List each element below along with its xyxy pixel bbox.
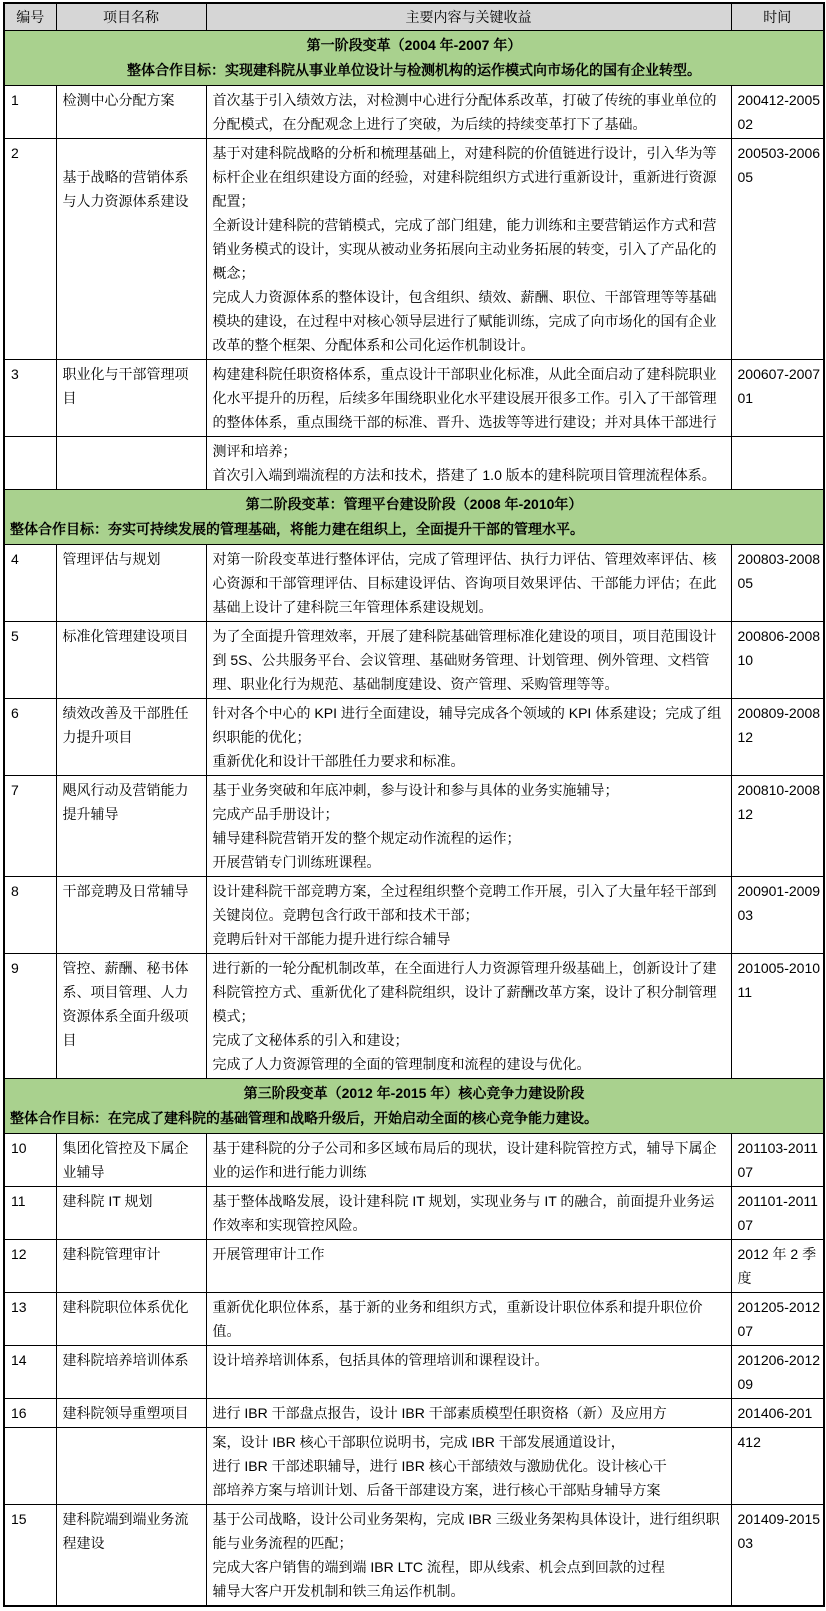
project-name-text: 职业化与干部管理项目: [62, 366, 189, 406]
cell-id: 8: [4, 877, 56, 954]
cell-project-name: [56, 1505, 206, 1607]
content-paragraph: 为了全面提升管理效率，开展了建科院基础管理标准化建设的项目，项目范围设计到 5S、公共服务平台、会议管理、基础财务管理、计划管理、例外管理、文档管理、职业化行为规范、基础制度建设、资产管理、采购管理等等。: [212, 628, 717, 692]
cell-project-name: [56, 545, 206, 622]
cell-project-name: [56, 1134, 206, 1187]
cell-content: [206, 360, 731, 437]
project-name-text: 建科院培养培训体系: [62, 1352, 189, 1368]
section-goal: 整体合作目标：夯实可持续发展的管理基础，将能力建在组织上，全面提升干部的管理水平。: [10, 521, 584, 537]
content-paragraph: 基于对建科院战略的分析和梳理基础上，对建科院的价值链进行设计，引入华为等标杆企业在组织建设方面的经验，对建科院组织方式进行重新设计，重新进行资源配置；: [212, 145, 717, 209]
table-row: [4, 1346, 824, 1399]
cell-project-name: [56, 622, 206, 699]
project-name-text: 干部竞聘及日常辅导: [62, 883, 189, 899]
content-paragraph: 开展营销专门训练班课程。: [212, 854, 381, 870]
content-paragraph: 重新优化和设计干部胜任力要求和标准。: [212, 753, 465, 769]
column-header-id: 编号: [4, 3, 56, 31]
cell-id: 6: [4, 699, 56, 776]
cell-id: 12: [4, 1240, 56, 1293]
content-paragraph: 首次引入端到端流程的方法和技术，搭建了 1.0 版本的建科院项目管理流程体系。: [212, 467, 716, 483]
table-row: [4, 699, 824, 776]
cell-content: [206, 1399, 731, 1428]
cell-project-name: [56, 437, 206, 490]
blank-line: [63, 141, 200, 165]
content-paragraph: 基于建科院的分子公司和多区域布局后的现状，设计建科院管控方式，辅导下属企业的运作和进行能力训练: [212, 1140, 717, 1180]
section-header-row: [4, 1079, 824, 1134]
table-row: [4, 360, 824, 437]
section-header-row: [4, 490, 824, 545]
content-paragraph: 进行新的一轮分配机制改革，在全面进行人力资源管理升级基础上，创新设计了建科院管控方式、重新优化了建科院组织，设计了薪酬改革方案，设计了积分制管理模式；: [212, 960, 717, 1024]
project-history-table: [3, 2, 825, 1607]
cell-project-name: [56, 1240, 206, 1293]
cell-content: [206, 622, 731, 699]
cell-content: [206, 1293, 731, 1346]
table-row: [4, 1505, 824, 1607]
cell-id: 2: [4, 139, 56, 360]
content-paragraph: 测评和培养；: [212, 443, 297, 459]
project-name-text: 建科院领导重塑项目: [62, 1405, 189, 1421]
cell-id: 5: [4, 622, 56, 699]
cell-id: 9: [4, 954, 56, 1079]
content-paragraph: 进行 IBR 干部盘点报告，设计 IBR 干部素质模型任职资格（新）及应用方: [212, 1405, 667, 1421]
project-name-text: 建科院职位体系优化: [62, 1299, 189, 1315]
project-name-text: 绩效改善及干部胜任力提升项目: [62, 705, 189, 745]
table-row: [4, 954, 824, 1079]
cell-content: [206, 877, 731, 954]
cell-id: 13: [4, 1293, 56, 1346]
cell-content: [206, 1505, 731, 1607]
column-header-project-name: 项目名称: [56, 3, 206, 31]
project-name-text: 建科院 IT 规划: [62, 1193, 153, 1209]
cell-id: 1: [4, 86, 56, 139]
cell-content: [206, 776, 731, 877]
cell-id: 3: [4, 360, 56, 437]
table-header-row: [4, 3, 824, 31]
cell-id: 15: [4, 1505, 56, 1607]
cell-time: 200809-200812: [731, 699, 824, 776]
section-header-cell: [4, 490, 824, 545]
cell-content: [206, 699, 731, 776]
content-paragraph: 完成了人力资源管理的全面的管理制度和流程的建设与优化。: [212, 1056, 591, 1072]
table-row: [4, 1134, 824, 1187]
cell-project-name: [56, 1346, 206, 1399]
section-header-row: [4, 31, 824, 86]
cell-project-name: [56, 139, 206, 360]
cell-project-name: [56, 360, 206, 437]
table-row: [4, 622, 824, 699]
section-header-cell: [4, 31, 824, 86]
cell-id: 11: [4, 1187, 56, 1240]
table-row: [4, 437, 824, 490]
project-name-text: 集团化管控及下属企业辅导: [62, 1140, 189, 1180]
table-row: [4, 1399, 824, 1428]
content-paragraph: 竞聘后针对干部能力提升进行综合辅导: [212, 931, 451, 947]
cell-time: 2012 年 2 季度: [731, 1240, 824, 1293]
cell-content: [206, 1240, 731, 1293]
project-name-text: 管理评估与规划: [62, 551, 161, 567]
cell-project-name: [56, 776, 206, 877]
table-row: [4, 877, 824, 954]
content-paragraph: 全新设计建科院的营销模式，完成了部门组建，能力训练和主要营销运作方式和营销业务模式的设计，实现从被动业务拓展向主动业务拓展的转变，引入了产品化的概念；: [212, 217, 717, 281]
content-paragraph: 构建建科院任职资格体系，重点设计干部职业化标准，从此全面启动了建科院职业化水平提升的历程，后续多年围绕职业化水平建设展开很多工作。引入了干部管理的整体体系，重点围绕干部的标准、晋升、选拔等等进行建设；并对具体干部进行: [212, 366, 717, 430]
content-paragraph: 辅导建科院营销开发的整个规定动作流程的运作；: [212, 830, 521, 846]
cell-time: 201205-201207: [731, 1293, 824, 1346]
project-name-text: 建科院管理审计: [62, 1246, 161, 1262]
cell-time: 201406-201: [731, 1399, 824, 1428]
cell-time: 201206-201209: [731, 1346, 824, 1399]
content-paragraph: 针对各个中心的 KPI 进行全面建设，辅导完成各个领域的 KPI 体系建设；完成了组织职能的优化；: [212, 705, 722, 745]
section-title: 第一阶段变革（2004 年-2007 年）: [306, 37, 522, 53]
cell-project-name: [56, 699, 206, 776]
project-name-text: 建科院端到端业务流程建设: [62, 1511, 189, 1551]
cell-content: [206, 1134, 731, 1187]
table-row: [4, 1428, 824, 1505]
section-goal: 整体合作目标：在完成了建科院的基础管理和战略升级后，开始启动全面的核心竞争能力建设。: [10, 1110, 598, 1126]
cell-time: 201103-201107: [731, 1134, 824, 1187]
table-row: [4, 1293, 824, 1346]
content-paragraph: 完成人力资源体系的整体设计，包含组织、绩效、薪酬、职位、干部管理等等基础模块的建设，在过程中对核心领导层进行了赋能训练，完成了向市场化的国有企业改革的整个框架、分配体系和公司化运作机制设计。: [212, 289, 717, 353]
content-paragraph: 进行 IBR 干部述职辅导，进行 IBR 核心干部绩效与激励优化。设计核心干: [212, 1458, 667, 1474]
content-paragraph: 开展管理审计工作: [212, 1246, 325, 1262]
cell-id: 7: [4, 776, 56, 877]
content-paragraph: 对第一阶段变革进行整体评估，完成了管理评估、执行力评估、管理效率评估、核心资源和干部管理评估、目标建设评估、咨询项目效果评估、干部能力评估；在此基础上设计了建科院三年管理体系建设规划。: [212, 551, 717, 615]
cell-time: 200806-200810: [731, 622, 824, 699]
cell-time: 412: [731, 1428, 824, 1505]
cell-content: [206, 954, 731, 1079]
table-body: [4, 31, 824, 1607]
cell-id: [4, 1428, 56, 1505]
content-paragraph: 完成产品手册设计；: [212, 806, 339, 822]
cell-content: [206, 1428, 731, 1505]
section-goal: 整体合作目标：实现建科院从事业单位设计与检测机构的运作模式向市场化的国有企业转型。: [127, 62, 701, 78]
table-row: [4, 139, 824, 360]
cell-content: [206, 437, 731, 490]
cell-time: 201409-201503: [731, 1505, 824, 1607]
project-name-text: 基于战略的营销体系与人力资源体系建设: [62, 169, 189, 209]
cell-time: 200901-200903: [731, 877, 824, 954]
column-header-content: 主要内容与关键收益: [206, 3, 731, 31]
cell-content: [206, 86, 731, 139]
content-paragraph: 设计建科院干部竞聘方案，全过程组织整个竞聘工作开展，引入了大量年轻干部到关键岗位。竞聘包含行政干部和技术干部；: [212, 883, 717, 923]
content-paragraph: 部培养方案与培训计划、后备干部建设方案，进行核心干部贴身辅导方案: [212, 1482, 661, 1498]
cell-time: 200810-200812: [731, 776, 824, 877]
cell-id: 14: [4, 1346, 56, 1399]
cell-content: [206, 1187, 731, 1240]
content-paragraph: 辅导大客户开发机制和铁三角运作机制。: [212, 1583, 465, 1599]
cell-project-name: [56, 1428, 206, 1505]
cell-project-name: [56, 877, 206, 954]
content-paragraph: 基于整体战略发展，设计建科院 IT 规划，实现业务与 IT 的融合，前面提升业务运作效率和实现管控风险。: [212, 1193, 715, 1233]
content-paragraph: 基于公司战略，设计公司业务架构，完成 IBR 三级业务架构具体设计，进行组织职能与业务流程的匹配；: [212, 1511, 720, 1551]
content-paragraph: 首次基于引入绩效方法，对检测中心进行分配体系改革，打破了传统的事业单位的分配模式，在分配观念上进行了突破，为后续的持续变革打下了基础。: [212, 92, 717, 132]
cell-id: 16: [4, 1399, 56, 1428]
table-row: [4, 86, 824, 139]
project-name-text: 飓风行动及营销能力提升辅导: [62, 782, 189, 822]
cell-time: 201005-201011: [731, 954, 824, 1079]
cell-content: [206, 139, 731, 360]
cell-project-name: [56, 1187, 206, 1240]
cell-id: 4: [4, 545, 56, 622]
column-header-time: 时间: [731, 3, 824, 31]
section-title: 第三阶段变革（2012 年-2015 年）核心竞争力建设阶段: [243, 1085, 585, 1101]
content-paragraph: 重新优化职位体系，基于新的业务和组织方式，重新设计职位体系和提升职位价值。: [212, 1299, 703, 1339]
cell-id: 10: [4, 1134, 56, 1187]
project-name-text: 检测中心分配方案: [62, 92, 175, 108]
project-name-text: 管控、薪酬、秘书体系、项目管理、人力资源体系全面升级项目: [62, 960, 189, 1048]
section-header-cell: [4, 1079, 824, 1134]
cell-time: 200412-200502: [731, 86, 824, 139]
cell-time: 200803-200805: [731, 545, 824, 622]
content-paragraph: 完成了文秘体系的引入和建设；: [212, 1032, 409, 1048]
content-paragraph: 案，设计 IBR 核心干部职位说明书，完成 IBR 干部发展通道设计，: [212, 1434, 625, 1450]
table-row: [4, 545, 824, 622]
cell-time: 201101-201107: [731, 1187, 824, 1240]
content-paragraph: 设计培养培训体系，包括具体的管理培训和课程设计。: [212, 1352, 549, 1368]
cell-time: [731, 437, 824, 490]
cell-time: 200607-200701: [731, 360, 824, 437]
project-name-text: 标准化管理建设项目: [62, 628, 189, 644]
section-title: 第二阶段变革：管理平台建设阶段（2008 年-2010年）: [245, 496, 583, 512]
cell-content: [206, 545, 731, 622]
cell-id: [4, 437, 56, 490]
content-paragraph: 基于业务突破和年底冲刺，参与设计和参与具体的业务实施辅导；: [212, 782, 619, 798]
cell-project-name: [56, 86, 206, 139]
cell-project-name: [56, 1293, 206, 1346]
table-row: [4, 1187, 824, 1240]
table-row: [4, 776, 824, 877]
table-row: [4, 1240, 824, 1293]
content-paragraph: 完成大客户销售的端到端 IBR LTC 流程，即从线索、机会点到回款的过程: [212, 1559, 665, 1575]
cell-project-name: [56, 954, 206, 1079]
cell-project-name: [56, 1399, 206, 1428]
cell-time: 200503-200605: [731, 139, 824, 360]
cell-content: [206, 1346, 731, 1399]
